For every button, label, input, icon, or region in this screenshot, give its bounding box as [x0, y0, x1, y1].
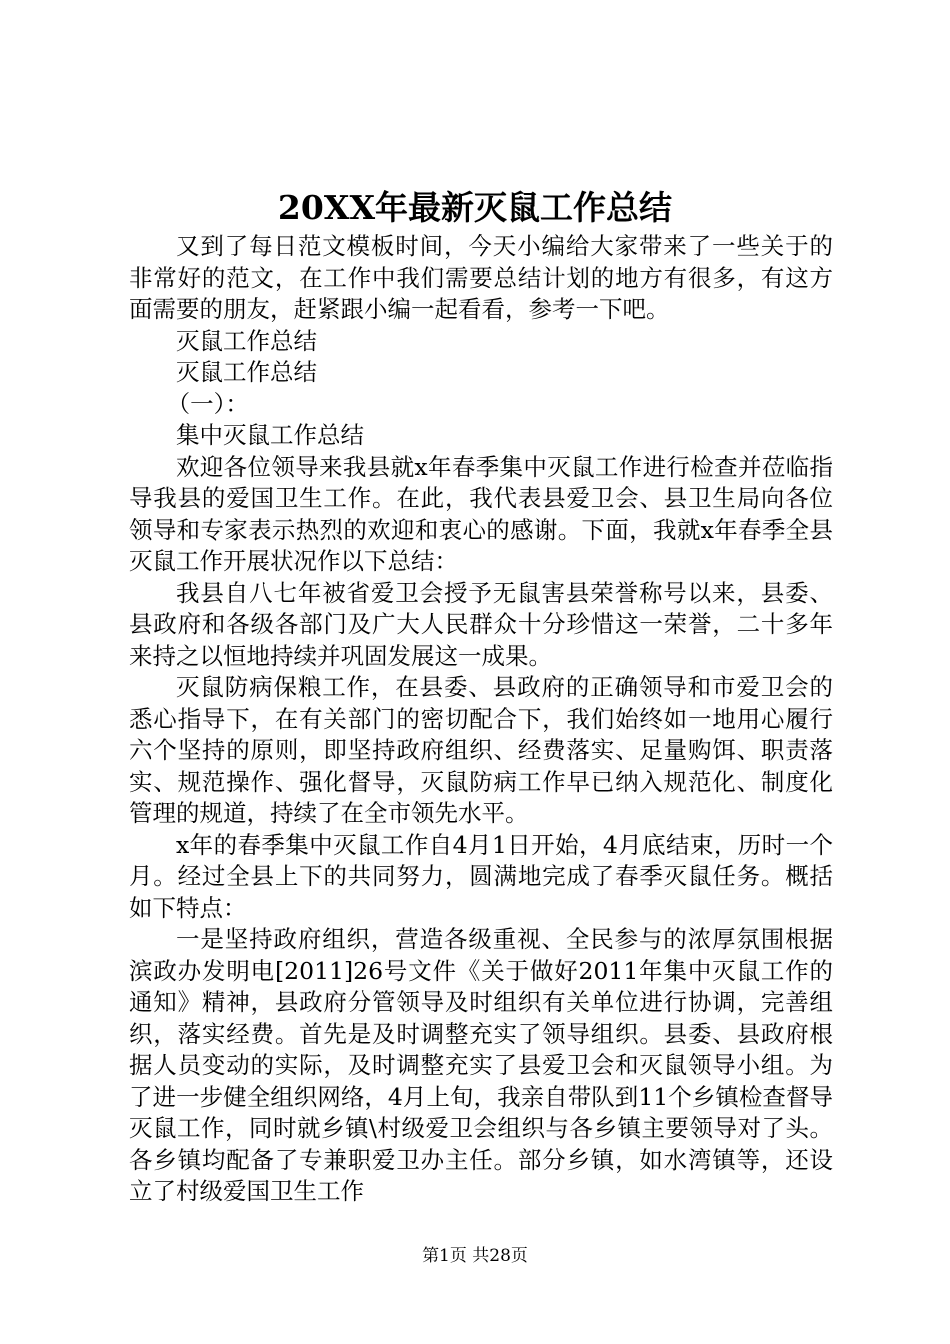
body-paragraph: 我县自八七年被省爱卫会授予无鼠害县荣誉称号以来，县委、县政府和各级各部门及广大人民群众十分珍惜这一荣誉，二十多年来持之以恒地持续并巩固发展这一成果。: [129, 578, 833, 670]
page-number-footer: 第1页 共28页: [422, 1246, 528, 1266]
body-paragraph: 灭鼠防病保粮工作，在县委、县政府的正确领导和市爱卫会的悉心指导下，在有关部门的密切配合下，我们始终如一地用心履行六个坚持的原则，即坚持政府组织、经费落实、足量购饵、职责落实、规范操作、强化督导，灭鼠防病工作早已纳入规范化、制度化管理的规道，持续了在全市领先水平。: [129, 673, 833, 827]
body-paragraph: x年的春季集中灭鼠工作自4月1日开始，4月底结束，历时一个月。经过全县上下的共同努力，圆满地完成了春季灭鼠任务。概括如下特点：: [129, 830, 833, 922]
part-number: （一）：: [166, 389, 249, 418]
body-paragraph: 欢迎各位领导来我县就x年春季集中灭鼠工作进行检查并莅临指导我县的爱国卫生工作。在此，我代表县爱卫会、县卫生局向各位领导和专家表示热烈的欢迎和衷心的感谢。下面，我就x年春季全县灭鼠工作开展状况作以下总结：: [129, 452, 833, 575]
subsection-heading: 集中灭鼠工作总结: [176, 421, 364, 449]
document-body: [129, 231, 833, 1208]
section-heading: 灭鼠工作总结: [176, 326, 317, 355]
intro-paragraph: 又到了每日范文模板时间，今天小编给大家带来了一些关于的非常好的范文，在工作中我们需要总结计划的地方有很多，有这方面需要的朋友，赶紧跟小编一起看看，参考一下吧。: [129, 232, 833, 323]
section-heading: 灭鼠工作总结: [176, 358, 317, 386]
document-title: 20XX年最新灭鼠工作总结: [277, 188, 673, 227]
body-paragraph: 一是坚持政府组织，营造各级重视、全民参与的浓厚氛围根据滨政办发明电[2011]26号文件《关于做好2011年集中灭鼠工作的通知》精神，县政府分管领导及时组织有关单位进行协调，完善组织，落实经费。首先是及时调整充实了领导组织。县委、县政府根据人员变动的实际，及时调整充实了县爱卫会和灭鼠领导小组。为了进一步健全组织网络，4月上旬，我亲自带队到11个乡镇检查督导灭鼠工作，同时就乡镇\村级爱卫会组织与各乡镇主要领导对了头。各乡镇均配备了专兼职爱卫办主任。部分乡镇，如水湾镇等，还设立了村级爱国卫生工作: [129, 925, 833, 1205]
